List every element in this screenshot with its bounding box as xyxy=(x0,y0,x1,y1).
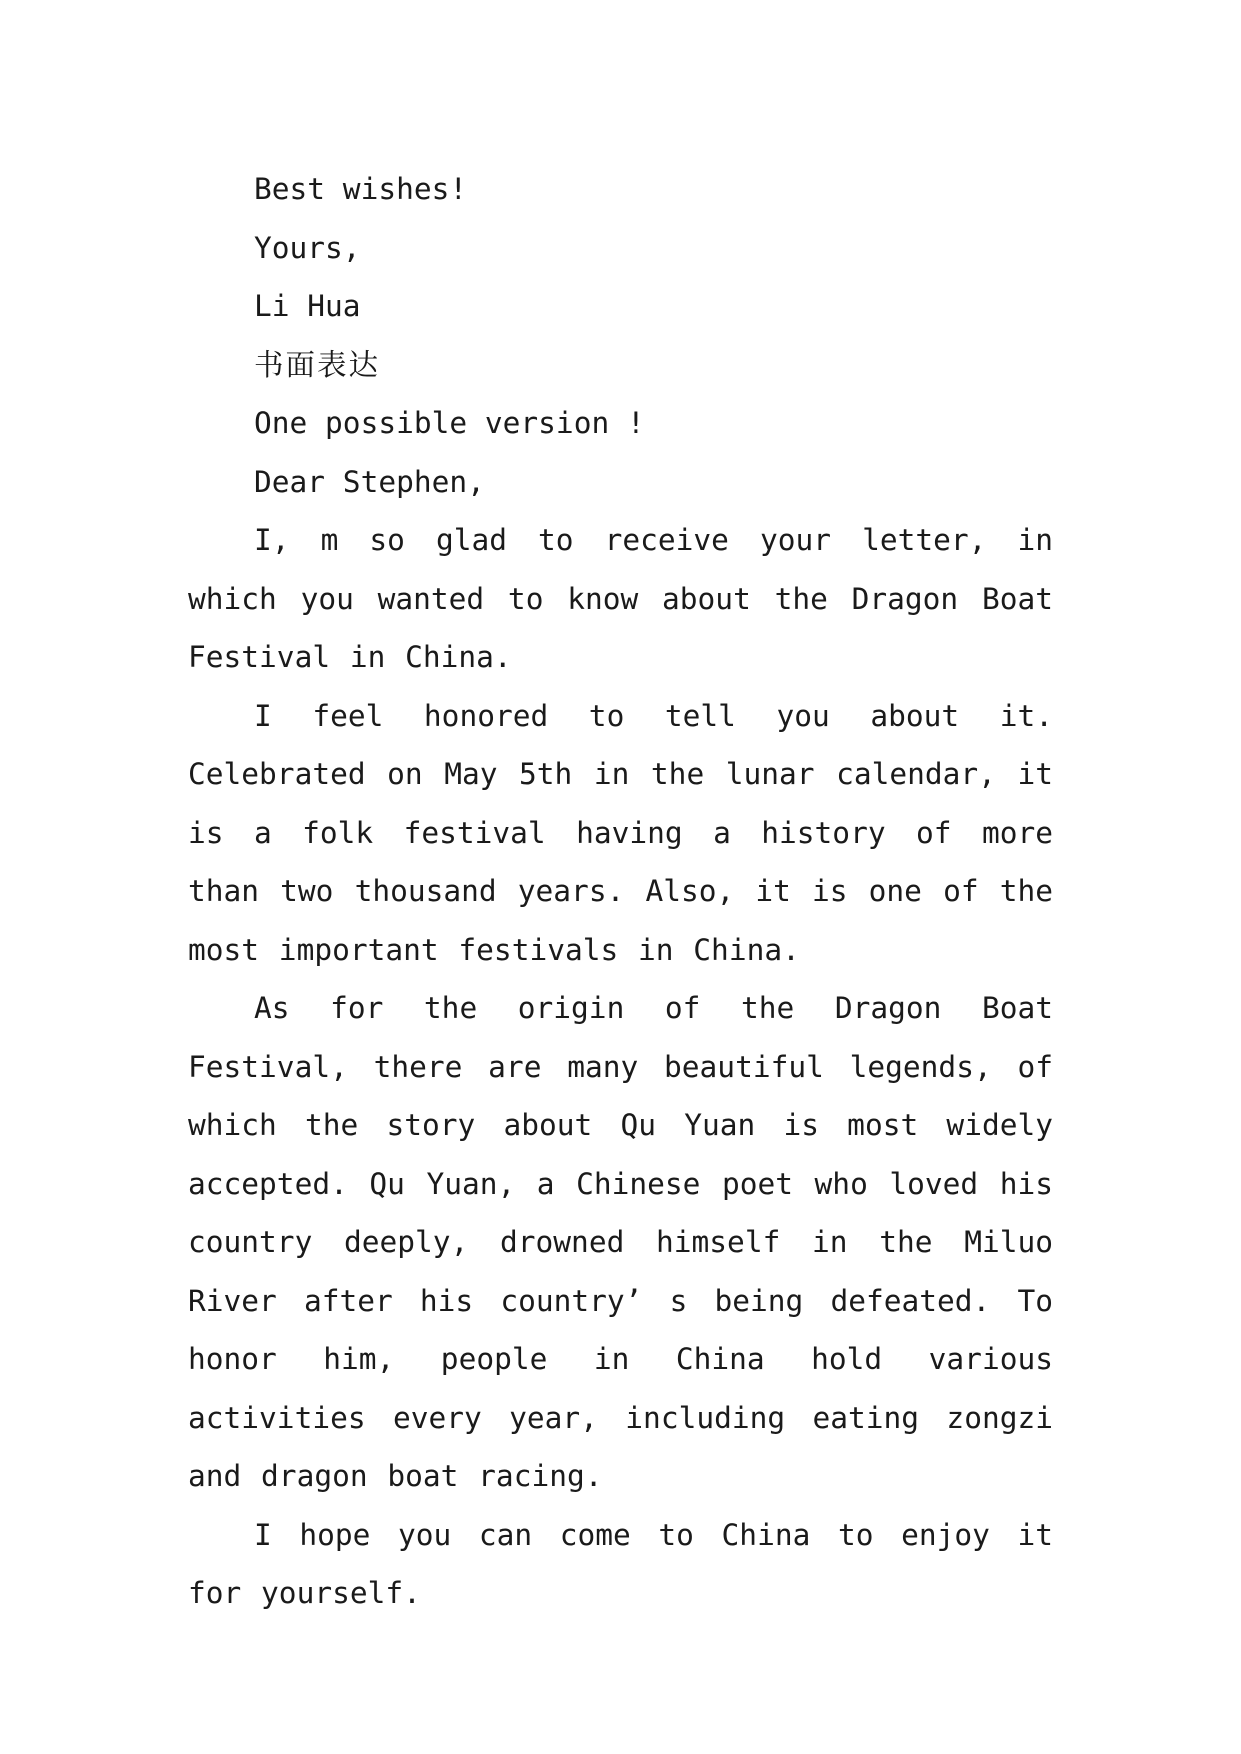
version-label: One possible version ! xyxy=(254,406,645,440)
body-paragraph-4: I hope you can come to China to enjoy it for yourself. xyxy=(188,1517,1053,1610)
body-paragraph-2: I feel honored to tell you about it. Celebrated on May 5th in the lunar calendar, it is a folk festival having a history of more than two thousand years. Also, it is one of the most important festivals in China. xyxy=(188,698,1053,967)
section-heading: 书面表达 xyxy=(254,347,381,382)
signoff-line: Yours, xyxy=(254,230,361,265)
body-paragraph-1: I, m so glad to receive your letter, in which you wanted to know about the Dragon Boat Festival in China. xyxy=(188,523,1053,674)
salutation-line: Dear Stephen, xyxy=(254,464,485,499)
signature-line: Li Hua xyxy=(254,289,361,323)
document-page xyxy=(188,160,1053,1623)
body-paragraph-3: As for the origin of the Dragon Boat Festival, there are many beautiful legends, of which the story about Qu Yuan is most widely accepted. Qu Yuan, a Chinese poet who loved his country deeply, drowned himself in the Miluo River after his country’ s being defeated. To honor him, people in China hold various activities every year, including eating zongzi and dragon boat racing. xyxy=(188,991,1053,1493)
closing-line: Best wishes! xyxy=(254,172,468,206)
